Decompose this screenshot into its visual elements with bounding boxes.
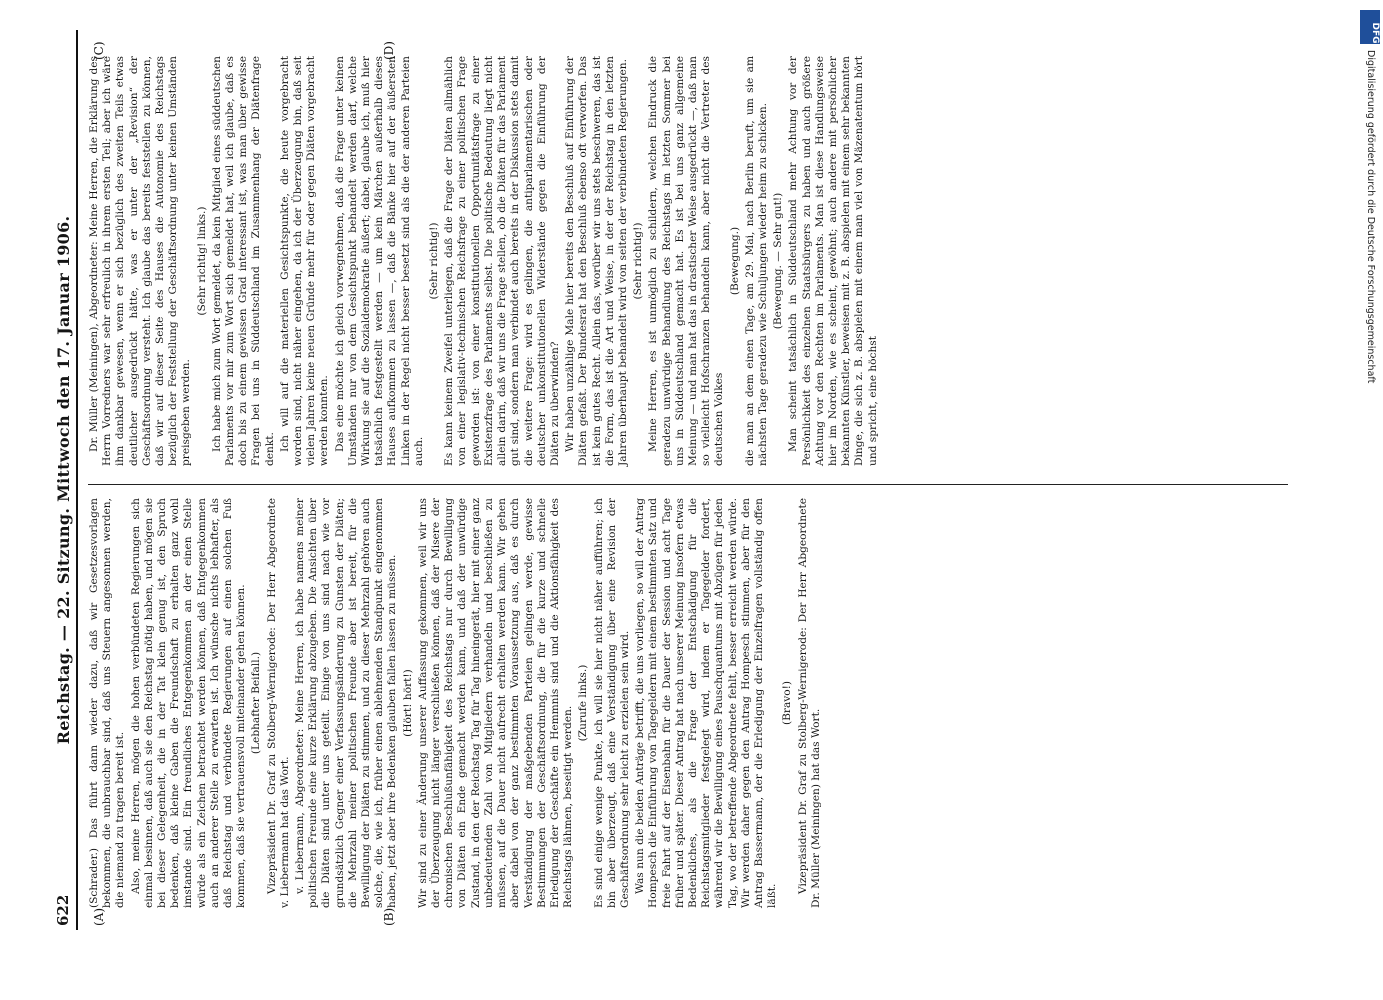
- dfg-logo: [1360, 10, 1380, 44]
- right-column: [88, 56, 879, 466]
- speaker-announcement: Vizepräsident Dr. Graf zu Stolberg-Wernigerode: Der Herr Abgeordnete Dr. Müller (Meiningen) hat das Wort.: [796, 498, 822, 908]
- paragraph: Dr. Müller (Meiningen), Abgeordneter: Meine Herren, die Erklärung des Herrn Vorredners war sehr erfreulich in ihrem ersten Teil; aber ich wäre ihm dankbar gewesen, wenn er sich bezüglich des zweiten Teils etwas deutlicher ausgedrückt hätte, was er unter der „Revision“ der Geschäftsordnung versteht. Ich glaube das bereits feststellen zu können, daß wir auf dieser Seite des Hauses die Autonomie des Reichstags bezüglich der Feststellung der Geschäftsordnung unter keinen Umständen preisgeben werden.: [88, 56, 193, 466]
- paragraph: die man an dem einen Tage, am 29. Mai, nach Berlin beruft, um sie am nächsten Tage geradezu wie Schuljungen wieder heim zu schicken.: [743, 56, 769, 466]
- paragraph: Es sind einige wenige Punkte, ich will sie hier nicht näher aufführen; ich bin aber überzeugt, daß eine Verständigung über eine Revision der Geschäftsordnung sehr leicht zu erzielen sein wird.: [592, 498, 631, 908]
- paragraph: Es kann keinem Zweifel unterliegen, daß die Frage der Diäten allmählich von einer legislativ-technischen Reichsfrage zu einer politischen Frage geworden ist: von einer konstitutionellen Opportunitätsfrage zu einer Existenzfrage des Parlaments selbst. Die politische Bedeutung liegt nicht allein darin, daß wir uns die Frage stellen, ob die Diäten für das Parlament gut sind, sondern man verbindet auch bereits in der Diskussion stets damit die weitere Frage: wird es gelingen, die antiparlamentarischen oder deutscher unkonstitutionellen Widerstände gegen die Einführung der Diäten zu überwinden?: [443, 56, 561, 466]
- column-divider: [88, 484, 1288, 485]
- speaker-announcement: Vizepräsident Dr. Graf zu Stolberg-Wernigerode: Der Herr Abgeordnete v. Liebermann hat das Wort.: [265, 498, 291, 908]
- paragraph: Also, meine Herren, mögen die hohen verbündeten Regierungen sich einmal besinnen, daß auch sie den Reichstag nötig haben, und mögen sie bei dieser Gelegenheit, die in der Tat klein genug ist, den Spruch bedenken, daß kleine Gaben die Freundschaft zu erhalten ganz wohl imstande sind. Ein freundliches Entgegenkommen an der einen Stelle würde als ein Zeichen betrachtet werden können, daß Entgegenkommen auch an anderer Stelle zu erwarten ist. Ich wünsche nichts lebhafter, als daß Reichstag und verbündete Regierungen auf einen solchen Fuß kommen, daß sie vertrauensvoll miteinander gehen können.: [129, 498, 248, 908]
- margin-marker-a: (A): [92, 907, 106, 926]
- paragraph: Das eine möchte ich gleich vorwegnehmen, daß die Frage unter keinen Umständen nur von dem Gesichtspunkt behandelt werden darf, welche Wirkung sie auf die Sozialdemokratie äußert; dabei, glaube ich, muß hier tatsächlich festgestellt werden — um kein Märchen außerhalb dieses Hauses aufkommen zu lassen —, daß die Bänke hier auf der äußersten Linken in der Regel nicht besser besetzt sind als die der anderen Parteien auch.: [333, 56, 425, 466]
- left-column: [88, 498, 822, 908]
- interjection: (Lebhafter Beifall.): [250, 651, 263, 755]
- interjection: (Bravo!): [781, 680, 794, 726]
- paragraph: v. Liebermann, Abgeordneter: Meine Herren, ich habe namens meiner politischen Freunde eine kurze Erklärung abzugeben. Die Ansichten über die Diäten sind unter uns geteilt. Einige von uns sind nach wie vor grundsätzlich Gegner einer Verfassungsänderung zu Gunsten der Diäten; die Mehrzahl meiner politischen Freunde aber ist bereit, für die Bewilligung der Diäten zu stimmen, und zu dieser Mehrzahl gehören auch solche, die, wie ich, früher einen ablehnenden Standpunkt eingenommen haben, jetzt aber ihre Bedenken glauben fallen lassen zu müssen.: [294, 498, 399, 908]
- page-header: [52, 30, 78, 930]
- interjection: (Sehr richtig!): [632, 222, 645, 300]
- paragraph: Ich habe mich zum Wort gemeldet, da kein Mitglied eines süddeutschen Parlaments vor mir zum Wort sich gemeldet hat, weil ich glaube, daß es doch bis zu einem gewissen Grad interessant ist, was man über gewisse Fragen bei uns in Süddeutschland im Zusammenhang der Diätenfrage denkt.: [210, 56, 276, 466]
- paragraph: Wir haben unzählige Male hier bereits den Beschluß auf Einführung der Diäten gefaßt. Der Bundesrat hat den Beschluß ebenso oft verworfen. Das ist kein gutes Recht. Allein das, worüber wir uns stets beschweren, das ist die Form, das ist die Art und Weise, in der der Reichstag in den letzten Jahren überhaupt behandelt wird von seiten der verbündeten Regierungen.: [564, 56, 629, 466]
- document-page: [52, 30, 1302, 930]
- margin-marker-c: (C): [92, 41, 106, 60]
- paragraph: Ich will auf die materiellen Gesichtspunkte, die heute vorgebracht worden sind, nicht näher eingehen, da ich der Überzeugung bin, daß seit vielen Jahren keine neuen Gründe mehr für oder gegen Diäten vorgebracht werden konnten.: [278, 56, 331, 466]
- digitization-credit: Digitalisierung gefördert durch die Deutsche Forschungsgemeinschaft: [1365, 50, 1376, 384]
- interjection: (Bewegung. — Sehr gut!): [772, 192, 785, 330]
- interjection: (Zurufe links.): [577, 664, 590, 742]
- margin-marker-b: (B): [382, 907, 396, 926]
- paragraph: Meine Herren, es ist unmöglich zu schildern, welchen Eindruck die geradezu unwürdige Behandlung des Reichstags im letzten Sommer bei uns in Süddeutschland gemacht hat. Es ist bei uns ganz allgemeine Meinung — und man hat das in drastischer Weise ausgedrückt —, daß man so vielleicht Hofschranzen behandeln kann, aber nicht die Vertreter des deutschen Volkes: [647, 56, 726, 466]
- paragraph: Was nun die beiden Anträge betrifft, die uns vorliegen, so will der Antrag Hompesch die Einführung von Tagegeldern mit einem bestimmten Satz und freie Fahrt auf der Eisenbahn für die Dauer der Session und acht Tage früher und später. Dieser Antrag hat nach unserer Meinung insofern etwas Bedenkliches, als die Frage der Entschädigung für die Reichstagsmitglieder festgelegt wird, indem er Tagegelder fordert, während wir die Bewilligung eines Pauschquantums mit Abzügen für jeden Tag, wo der betreffende Abgeordnete fehlt, besser erreicht werden würde. Wir werden daher gegen den Antrag Hompesch stimmen, aber für den Antrag Bassermann, der die Erledigung der Einzelfragen vollständig offen läßt.: [634, 498, 779, 908]
- margin-marker-d: (D): [382, 41, 396, 60]
- page-title: Reichstag. — 22. Sitzung. Mittwoch den 17. Januar 1906.: [54, 215, 73, 745]
- paragraph: (Schrader.) Das führt dann wieder dazu, daß wir Gesetzesvorlagen bekommen, die unbrauchbar sind, daß uns Steuern angesonnen werden, die niemand zu tragen bereit ist.: [88, 498, 127, 908]
- interjection: (Bewegung.): [728, 226, 741, 296]
- dfg-logo-text: DFG: [1370, 22, 1380, 44]
- interjection: (Hört! hört!): [401, 669, 414, 737]
- interjection: (Sehr richtig! links.): [195, 206, 208, 316]
- digitization-stamp: [1360, 10, 1380, 660]
- paragraph: Wir sind zu einer Änderung unserer Auffassung gekommen, weil wir uns der Überzeugung nicht länger verschließen können, daß der Misere der chronischen Beschlußunfähigkeit des Reichstags nur durch Bewilligung von Diäten ein Ende gemacht werden kann, und daß der unwürdige Zustand, in den der Reichstag Tag für Tag hineingerät, hier mit einer ganz unbedeutenden Zahl von Mitgliedern verhandeln und beschließen zu müssen, auf die Dauer nicht aufrecht erhalten werden kann. Wir gehen aber dabei von der ganz bestimmten Voraussetzung aus, daß es durch Verständigung der maßgebenden Parteien gelingen werde, gewisse Bestimmungen der Geschäftsordnung, die für die kurze und schnelle Erledigung der Geschäfte ein Hemmnis sind und die Aktionsfähigkeit des Reichstags lähmen, beseitigt werden.: [416, 498, 575, 908]
- interjection: (Sehr richtig!): [428, 222, 441, 300]
- page-number: 622: [54, 894, 72, 926]
- paragraph: Man scheint tatsächlich in Süddeutschland mehr Achtung vor der Persönlichkeit des einzelnen Staatsbürgers zu haben und auch größere Achtung vor den Rechten im Parlaments. Man ist diese Handlungsweise hier im Norden, wie es scheint, gewöhnt; auch andere mit persönlicher bekannten Künstler, beweisen mit z. B. abspielen mit einem sehr bekannten Dinge, die sich z. B. abspielen mit einem man viel von Mäzenatentum hört und spricht, eine höchst: [787, 56, 879, 466]
